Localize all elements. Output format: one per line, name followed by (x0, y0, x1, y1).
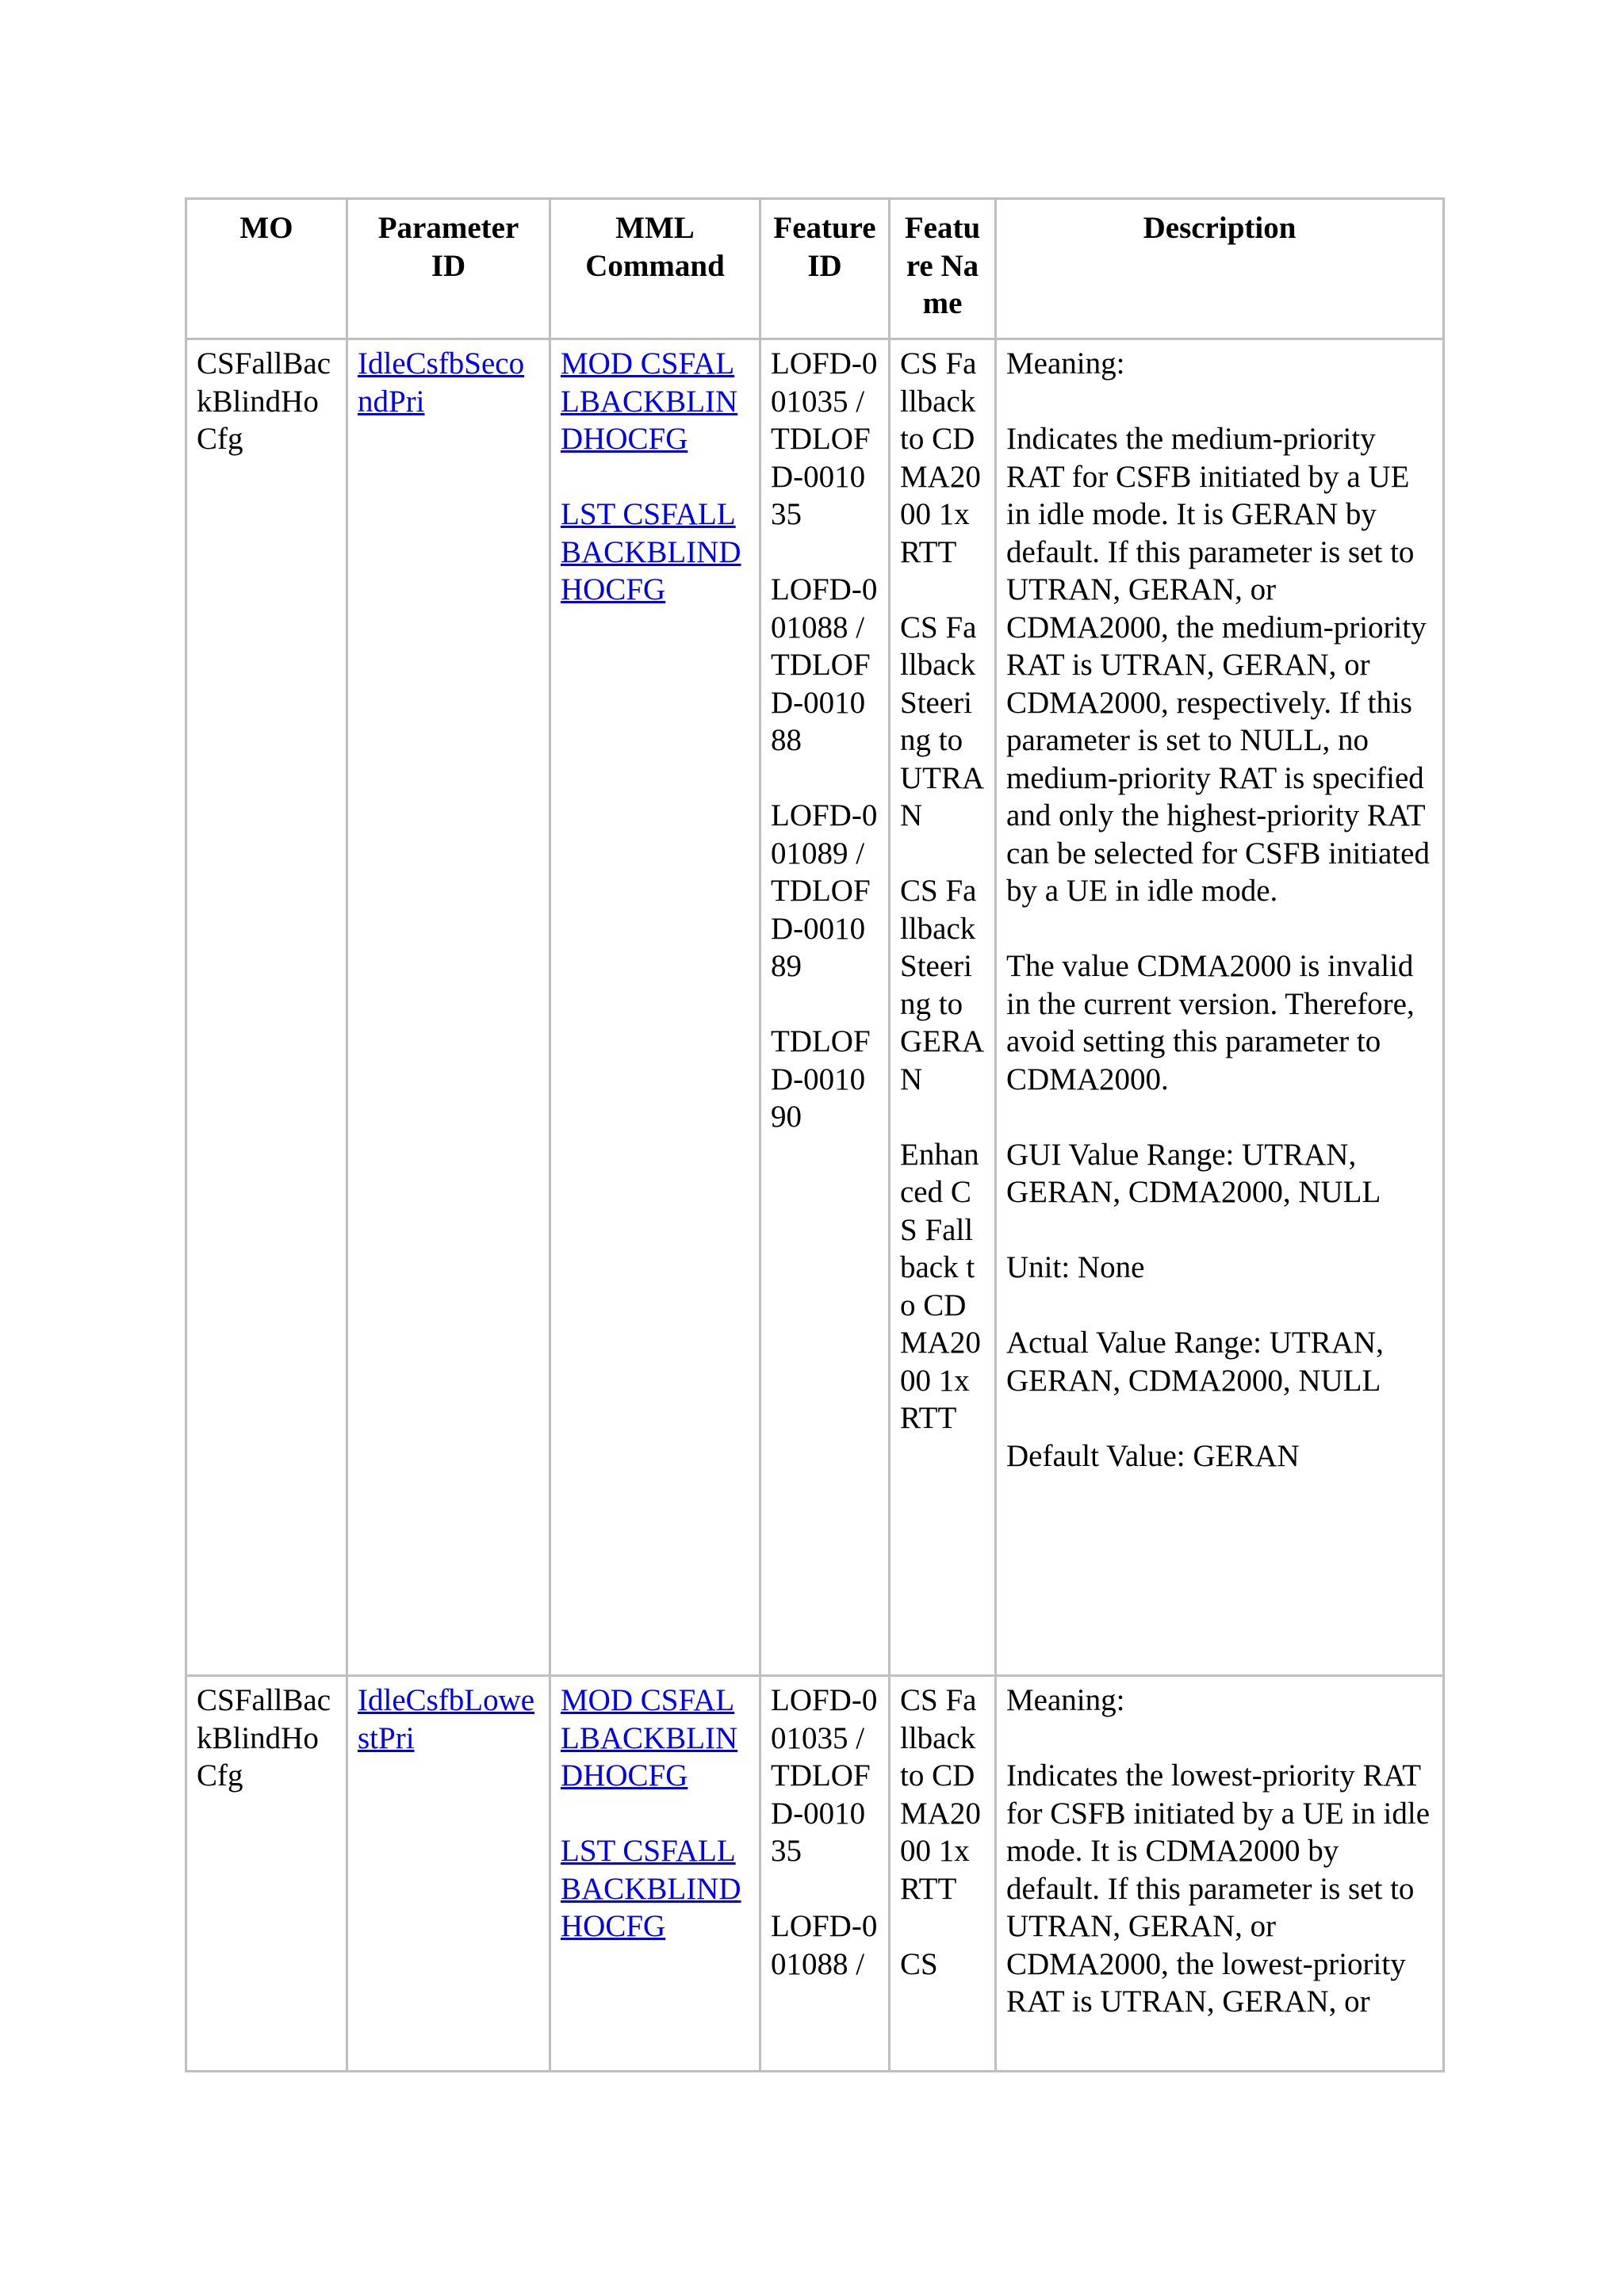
description-meaning-label: Meaning: (1006, 346, 1125, 381)
description-unit: Unit: None (1006, 1250, 1145, 1284)
description-gui-range: GUI Value Range: UTRAN, GERAN, CDMA2000, NULL (1006, 1137, 1381, 1209)
table-row (186, 339, 1444, 1676)
description-actual-range: Actual Value Range: UTRAN, GERAN, CDMA2000, NULL (1006, 1326, 1384, 1398)
parameter-id-link[interactable]: IdleCsfbSecondPri (358, 346, 525, 419)
header-parameter-id: Parameter ID (347, 199, 550, 339)
mod-command-link[interactable]: MOD CSFALLBACKBLINDHOCFG (561, 346, 738, 456)
mo-cell (186, 339, 347, 1676)
description-meaning-text: Indicates the lowest-priority RAT for CSFB initiated by a UE in idle mode. It is CDMA2000 by default. If this parameter is set to UTRAN, GERAN, or CDMA2000, the lowest-priority RAT is UTRAN, GERAN, or (1006, 1758, 1431, 2019)
mml-command-cell (550, 339, 760, 1676)
feature-id: LOFD-001035 / TDLOFD-001035 (771, 346, 878, 531)
feature-name-cell (890, 1676, 996, 2072)
feature-name: CS (900, 1946, 938, 1981)
header-feature-name: Feature Name (890, 199, 996, 339)
description-cell (996, 339, 1444, 1676)
table-row (186, 1676, 1444, 2072)
mo-cell (186, 1676, 347, 2072)
feature-name-cell (890, 339, 996, 1676)
feature-id: LOFD-001089 / TDLOFD-001089 (771, 798, 878, 983)
mod-command-link[interactable]: MOD CSFALLBACKBLINDHOCFG (561, 1683, 738, 1793)
header-mo: MO (186, 199, 347, 339)
mo-name: CSFallBackBlindHoCfg (197, 1683, 331, 1793)
feature-id: LOFD-001035 / TDLOFD-001035 (771, 1683, 878, 1868)
feature-name: CS Fallback to CDMA2000 1xRTT (900, 346, 981, 569)
feature-name: Enhanced CS Fallback to CDMA2000 1xRTT (900, 1137, 981, 1435)
feature-name: CS Fallback Steering to UTRAN (900, 610, 985, 832)
mml-command-cell (550, 1676, 760, 2072)
description-default-value: Default Value: GERAN (1006, 1438, 1300, 1473)
parameter-id-cell (347, 339, 550, 1676)
feature-id: LOFD-001088 / (771, 1909, 878, 1981)
header-feature-id: Feature ID (760, 199, 890, 339)
description-cell (996, 1676, 1444, 2072)
header-description: Description (996, 199, 1444, 339)
feature-id: TDLOFD-001090 (771, 1024, 871, 1134)
table-header-row (186, 199, 1444, 339)
feature-name: CS Fallback Steering to GERAN (900, 874, 985, 1096)
header-mml-command: MML Command (550, 199, 760, 339)
feature-id: LOFD-001088 / TDLOFD-001088 (771, 572, 878, 757)
mo-name: CSFallBackBlindHoCfg (197, 346, 331, 456)
lst-command-link[interactable]: LST CSFALLBACKBLINDHOCFG (561, 1834, 741, 1943)
parameter-table (185, 197, 1445, 2072)
feature-id-cell (760, 1676, 890, 2072)
parameter-id-cell (347, 1676, 550, 2072)
feature-id-cell (760, 339, 890, 1676)
parameter-id-link[interactable]: IdleCsfbLowestPri (358, 1683, 535, 1755)
lst-command-link[interactable]: LST CSFALLBACKBLINDHOCFG (561, 497, 741, 607)
description-meaning-text: Indicates the medium-priority RAT for CSFB initiated by a UE in idle mode. It is GERAN by default. If this parameter is set to UTRAN, GERAN, or CDMA2000, the medium-priority RAT is UTRAN, GERAN, or CDMA2000, respectively. If this parameter is set to NULL, no medium-priority RAT is specified and only the highest-priority RAT can be selected for CSFB initiated by a UE in idle mode. (1006, 422, 1430, 908)
description-note: The value CDMA2000 is invalid in the current version. Therefore, avoid setting this parameter to CDMA2000. (1006, 949, 1415, 1096)
description-meaning-label: Meaning: (1006, 1683, 1125, 1717)
feature-name: CS Fallback to CDMA2000 1xRTT (900, 1683, 981, 1906)
